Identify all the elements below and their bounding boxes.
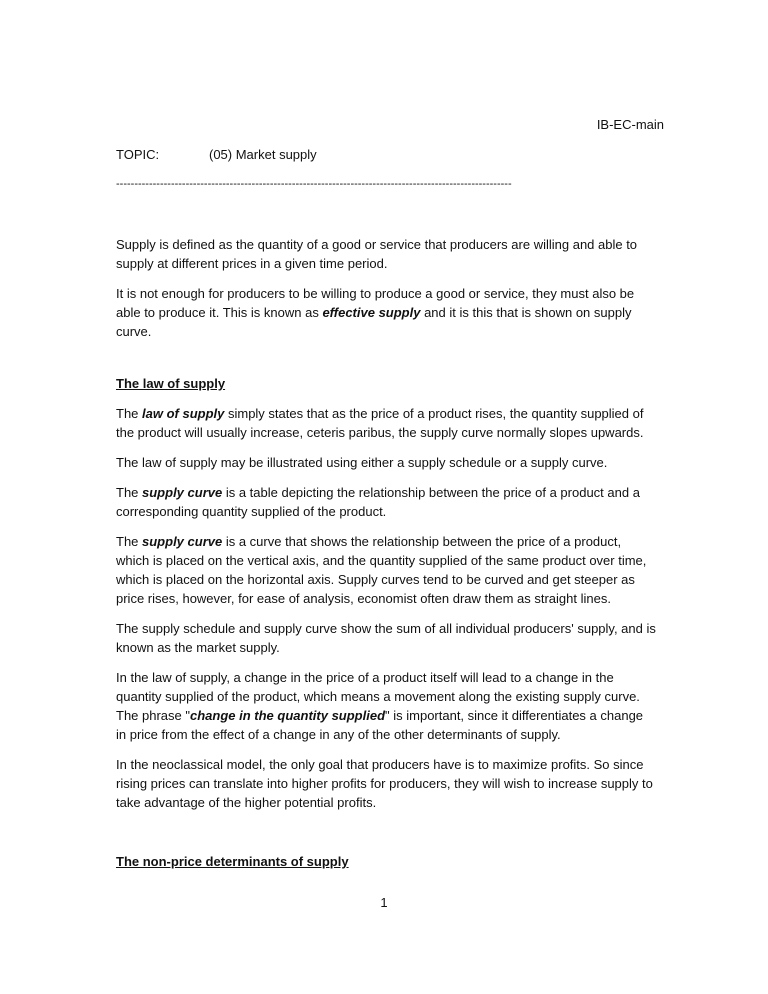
document-code: IB-EC-main: [596, 117, 664, 132]
text-run: The: [116, 534, 143, 549]
text-run: " is important, since it differentiates a change in price from the effect of a change in any of the other determinants of supply.: [116, 708, 644, 742]
page-number: 1: [380, 895, 388, 910]
paragraph-effective-supply: [116, 284, 656, 341]
text-run: In the law of supply, a change in the price of a product itself will lead to a change in the quantity supplied of the product, which means a movement along the existing supply curve. The phrase ": [116, 670, 640, 723]
paragraph-movement-along-curve: [116, 668, 656, 744]
emphasis-effective-supply: effective supply: [322, 305, 421, 320]
paragraph-neoclassical-model: In the neoclassical model, the only goal that producers have is to maximize profits. So since rising prices can translate into higher profits for producers, they will wish to increase supply to take advantage of the higher potential profits.: [116, 757, 653, 810]
text-run: is a curve that shows the relationship between the price of a product, which is placed on the vertical axis, and the quantity supplied of the same product over time, which is placed on the horizontal axis. Supply curves tend to be curved and get steeper as price rises, however, for ease of analysis, economist often draw them as straight lines.: [116, 534, 647, 606]
emphasis-change-in-quantity: change in the quantity supplied: [190, 708, 386, 723]
text-run: simply states that as the price of a product rises, the quantity supplied of the product will usually increase, ceteris paribus, the supply curve normally slopes upwards.: [116, 406, 644, 440]
separator-line: ------------------------------------------------------------------------------------------------------------: [116, 178, 512, 190]
document-body: [116, 235, 656, 882]
paragraph-law-of-supply: [116, 404, 656, 442]
topic-row: [116, 145, 317, 164]
text-run: The: [116, 485, 143, 500]
emphasis-supply-curve: supply curve: [142, 485, 223, 500]
text-run: and it is this that is shown on supply curve.: [116, 305, 632, 339]
heading-non-price-determinants: The non-price determinants of supply: [116, 854, 349, 869]
paragraph-supply-definition: Supply is defined as the quantity of a good or service that producers are willing and able to supply at different prices in a given time period.: [116, 237, 638, 271]
paragraph-market-supply: The supply schedule and supply curve show the sum of all individual producers' supply, and is known as the market supply.: [116, 621, 656, 655]
text-run: It is not enough for producers to be willing to produce a good or service, they must also be able to produce it. This is known as: [116, 286, 635, 320]
text-run: The: [116, 406, 143, 421]
emphasis-law-of-supply: law of supply: [142, 406, 225, 421]
emphasis-supply-curve-2: supply curve: [142, 534, 223, 549]
topic-title: (05) Market supply: [209, 147, 317, 162]
heading-law-of-supply: The law of supply: [116, 376, 226, 391]
text-run: is a table depicting the relationship between the price of a product and a corresponding quantity supplied of the product.: [116, 485, 640, 519]
paragraph-supply-curve: [116, 532, 656, 608]
paragraph-supply-schedule: [116, 483, 656, 521]
topic-label: TOPIC:: [116, 147, 160, 162]
paragraph-illustration: The law of supply may be illustrated using either a supply schedule or a supply curve.: [116, 455, 608, 470]
